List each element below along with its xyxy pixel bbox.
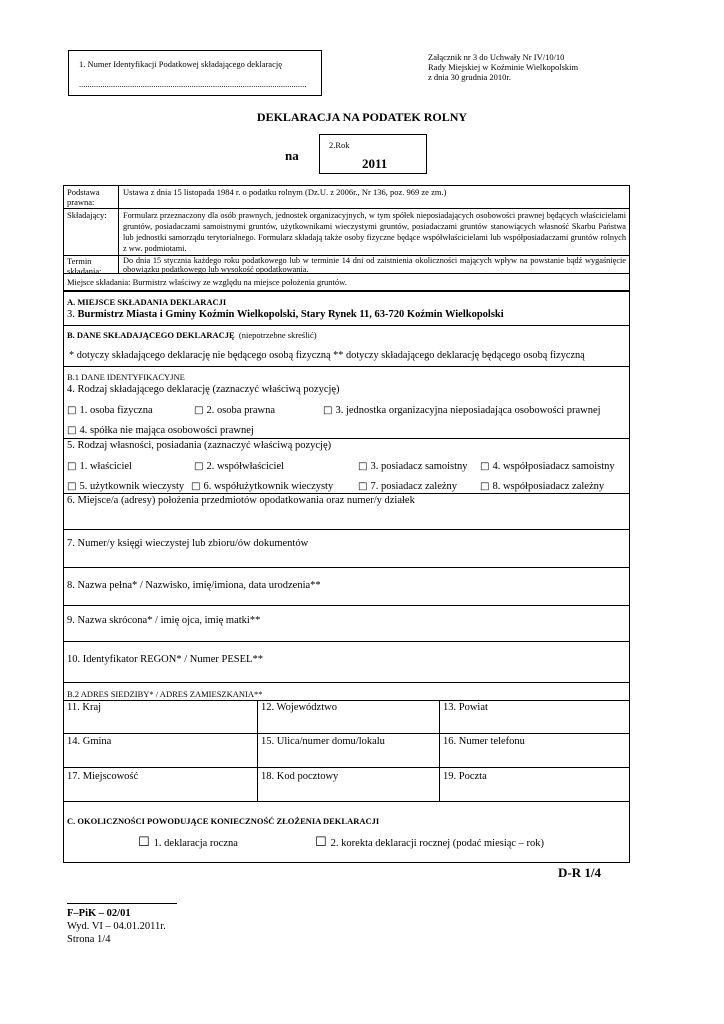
section-a-place: Burmistrz Miasta i Gminy Koźmin Wielkopolski, Stary Rynek 11, 63-720 Koźmin Wielkopolski: [77, 309, 504, 320]
checkbox-icon: □: [194, 461, 204, 472]
nip-label: 1. Numer Identyfikacji Podatkowej składającego deklarację: [79, 59, 282, 69]
submitter-text: Formularz przeznaczony dla osób prawnych, jednostek organizacyjnych, w tym spółek nieposiadających osobowości prawnej będących właścicielami gruntów, posiadaczami samoistnymi gruntów, użytkownikami wieczystymi gruntów, posiadaczami gruntów stanowiących własność Skarbu Państwa lub jednostki samorządu terytorialnego. Formularz składają także osoby fizyczne będące współwłaścicielami lub współposiadaczami gruntów rolnych z ww. podmiotami.: [123, 211, 626, 253]
attachment-line-2: Rady Miejskiej w Koźminie Wielkopolskim: [428, 62, 579, 72]
section-c-option-2[interactable]: [315, 837, 544, 851]
section-c-header: C. OKOLICZNOŚCI POWODUJĄCE KONIECZNOŚĆ ZŁOŻENIA DEKLARACJI: [67, 816, 380, 826]
page-title: DEKLARACJA NA PODATEK ROLNY: [256, 110, 468, 124]
checkbox-icon: □: [358, 481, 368, 492]
field17-town[interactable]: 17. Miejscowość: [67, 771, 139, 782]
section-a-num: 3.: [67, 309, 78, 320]
checkbox-icon: ☐: [315, 835, 327, 850]
section-a-header: A. MIEJSCE SKŁADANIA DEKLARACJI: [67, 297, 227, 307]
field5-option-3[interactable]: [358, 461, 468, 474]
checkbox-icon: □: [358, 461, 368, 472]
na-label: na: [285, 148, 299, 163]
edition: Wyd. VI – 04.01.2011r.: [67, 921, 166, 932]
submitter-label: Składający:: [67, 210, 107, 220]
option-label: 1. osoba fizyczna: [79, 405, 153, 416]
section-b-header-note: (niepotrzebne skreślić): [238, 330, 317, 340]
field5-option-8[interactable]: [480, 481, 604, 494]
attachment-line-3: z dnia 30 grudnia 2010r.: [428, 72, 511, 82]
option-label: 7. posiadacz zależny: [370, 481, 458, 492]
checkbox-icon: □: [67, 425, 77, 436]
year-box: [319, 134, 427, 174]
option-label: 2. korekta deklaracji rocznej (podać miesiąc – rok): [330, 838, 545, 849]
option-label: 8. współposiadacz zależny: [492, 481, 605, 492]
option-label: 1. właściciel: [79, 461, 132, 472]
checkbox-icon: ☐: [138, 835, 150, 850]
year-value[interactable]: 2011: [362, 156, 388, 171]
option-label: 4. współposiadacz samoistny: [492, 461, 615, 472]
field5-option-7[interactable]: [358, 481, 457, 494]
field5-option-2[interactable]: [194, 461, 284, 474]
checkbox-icon: □: [323, 405, 333, 416]
form-code: F–PiK – 02/01: [67, 908, 131, 919]
checkbox-icon: □: [480, 461, 490, 472]
field12-voivodeship[interactable]: 12. Województwo: [261, 702, 337, 713]
section-b1-header: B.1 DANE IDENTYFIKACYJNE: [67, 372, 185, 382]
year-label: 2.Rok: [329, 140, 350, 150]
field19-post-office[interactable]: 19. Poczta: [443, 771, 487, 782]
deadline-text: Do dnia 15 stycznia każdego roku podatkowego lub w terminie 14 dni od zaistnienia okoliczności mających wpływ na powstanie bądź wygaśnięcie obowiązku podatkowego lub wysokość opodatkowania.: [123, 256, 626, 274]
field6-location[interactable]: 6. Miejsce/a (adresy) położenia przedmiotów opodatkowania oraz numer/y działek: [67, 495, 415, 506]
field5-option-5[interactable]: [67, 481, 184, 494]
field7-land-register[interactable]: 7. Numer/y księgi wieczystej lub zbioru/ów dokumentów: [67, 538, 309, 549]
nip-input[interactable]: ...........................................................................................................: [79, 79, 307, 89]
option-label: 5. użytkownik wieczysty: [79, 481, 185, 492]
field8-full-name[interactable]: 8. Nazwa pełna* / Nazwisko, imię/imiona, data urodzenia**: [67, 580, 321, 591]
basis-text: Ustawa z dnia 15 listopada 1984 r. o podatku rolnym (Dz.U. z 2006r., Nr 136, poz. 969 ze zm.): [123, 187, 447, 197]
field5-option-1[interactable]: [67, 461, 132, 474]
section-c-option-1[interactable]: [138, 837, 238, 851]
section-b-header: B. DANE SKŁADAJĄCEGO DEKLARACJĘ: [67, 330, 235, 340]
checkbox-icon: □: [67, 461, 77, 472]
basis-label: Podstawa prawna:: [67, 187, 100, 207]
field5-label: 5. Rodzaj własności, posiadania (zaznaczyć właściwą pozycję): [67, 440, 332, 451]
option-label: 2. współwłaściciel: [206, 461, 285, 472]
checkbox-icon: □: [191, 481, 201, 492]
page-code: D-R 1/4: [558, 865, 601, 880]
section-b2-header: B.2 ADRES SIEDZIBY* / ADRES ZAMIESZKANIA**: [67, 689, 263, 699]
field4-option-2[interactable]: [194, 405, 275, 418]
field4-option-3[interactable]: [323, 405, 601, 418]
checkbox-icon: □: [67, 481, 77, 492]
option-label: 6. współużytkownik wieczysty: [203, 481, 334, 492]
option-label: 3. jednostka organizacyjna nieposiadająca osobowości prawnej: [335, 405, 601, 416]
field4-option-1[interactable]: [67, 405, 153, 418]
field4-label: 4. Rodzaj składającego deklarację (zaznaczyć właściwą pozycję): [67, 384, 340, 395]
field10-regon-pesel[interactable]: 10. Identyfikator REGON* / Numer PESEL**: [67, 654, 263, 665]
field16-phone[interactable]: 16. Numer telefonu: [443, 736, 525, 747]
field5-option-6[interactable]: [191, 481, 333, 494]
field15-street[interactable]: 15. Ulica/numer domu/lokalu: [261, 736, 385, 747]
section-b-header-row: [67, 330, 317, 340]
nip-box: [68, 50, 322, 96]
field9-short-name[interactable]: 9. Nazwa skrócona* / imię ojca, imię matki**: [67, 615, 261, 626]
field18-postal-code[interactable]: 18. Kod pocztowy: [261, 771, 339, 782]
place-text: Miejsce składania: Burmistrz właściwy ze względu na miejsce położenia gruntów.: [67, 277, 347, 287]
checkbox-icon: □: [67, 405, 77, 416]
field14-commune[interactable]: 14. Gmina: [67, 736, 112, 747]
attachment-line-1: Załącznik nr 3 do Uchwały Nr IV/10/10: [428, 52, 565, 62]
checkbox-icon: □: [480, 481, 490, 492]
field11-country[interactable]: 11. Kraj: [67, 702, 102, 713]
option-label: 3. posiadacz samoistny: [370, 461, 468, 472]
checkbox-icon: □: [194, 405, 204, 416]
page-number: Strona 1/4: [67, 934, 111, 945]
attachment-note: [428, 52, 578, 82]
option-label: 2. osoba prawna: [206, 405, 275, 416]
field13-county[interactable]: 13. Powiat: [443, 702, 488, 713]
section-a-text: [67, 309, 504, 321]
option-label: 4. spółka nie mająca osobowości prawnej: [79, 425, 254, 436]
field4-option-4[interactable]: [67, 425, 254, 438]
deadline-label: Termin składania:: [67, 256, 102, 276]
option-label: 1. deklaracja roczna: [153, 838, 238, 849]
field5-option-4[interactable]: [480, 461, 615, 474]
section-b-note: * dotyczy składającego deklarację nie będącego osobą fizyczną ** dotyczy składającego deklarację będącego osobą fizyczną: [69, 350, 585, 361]
